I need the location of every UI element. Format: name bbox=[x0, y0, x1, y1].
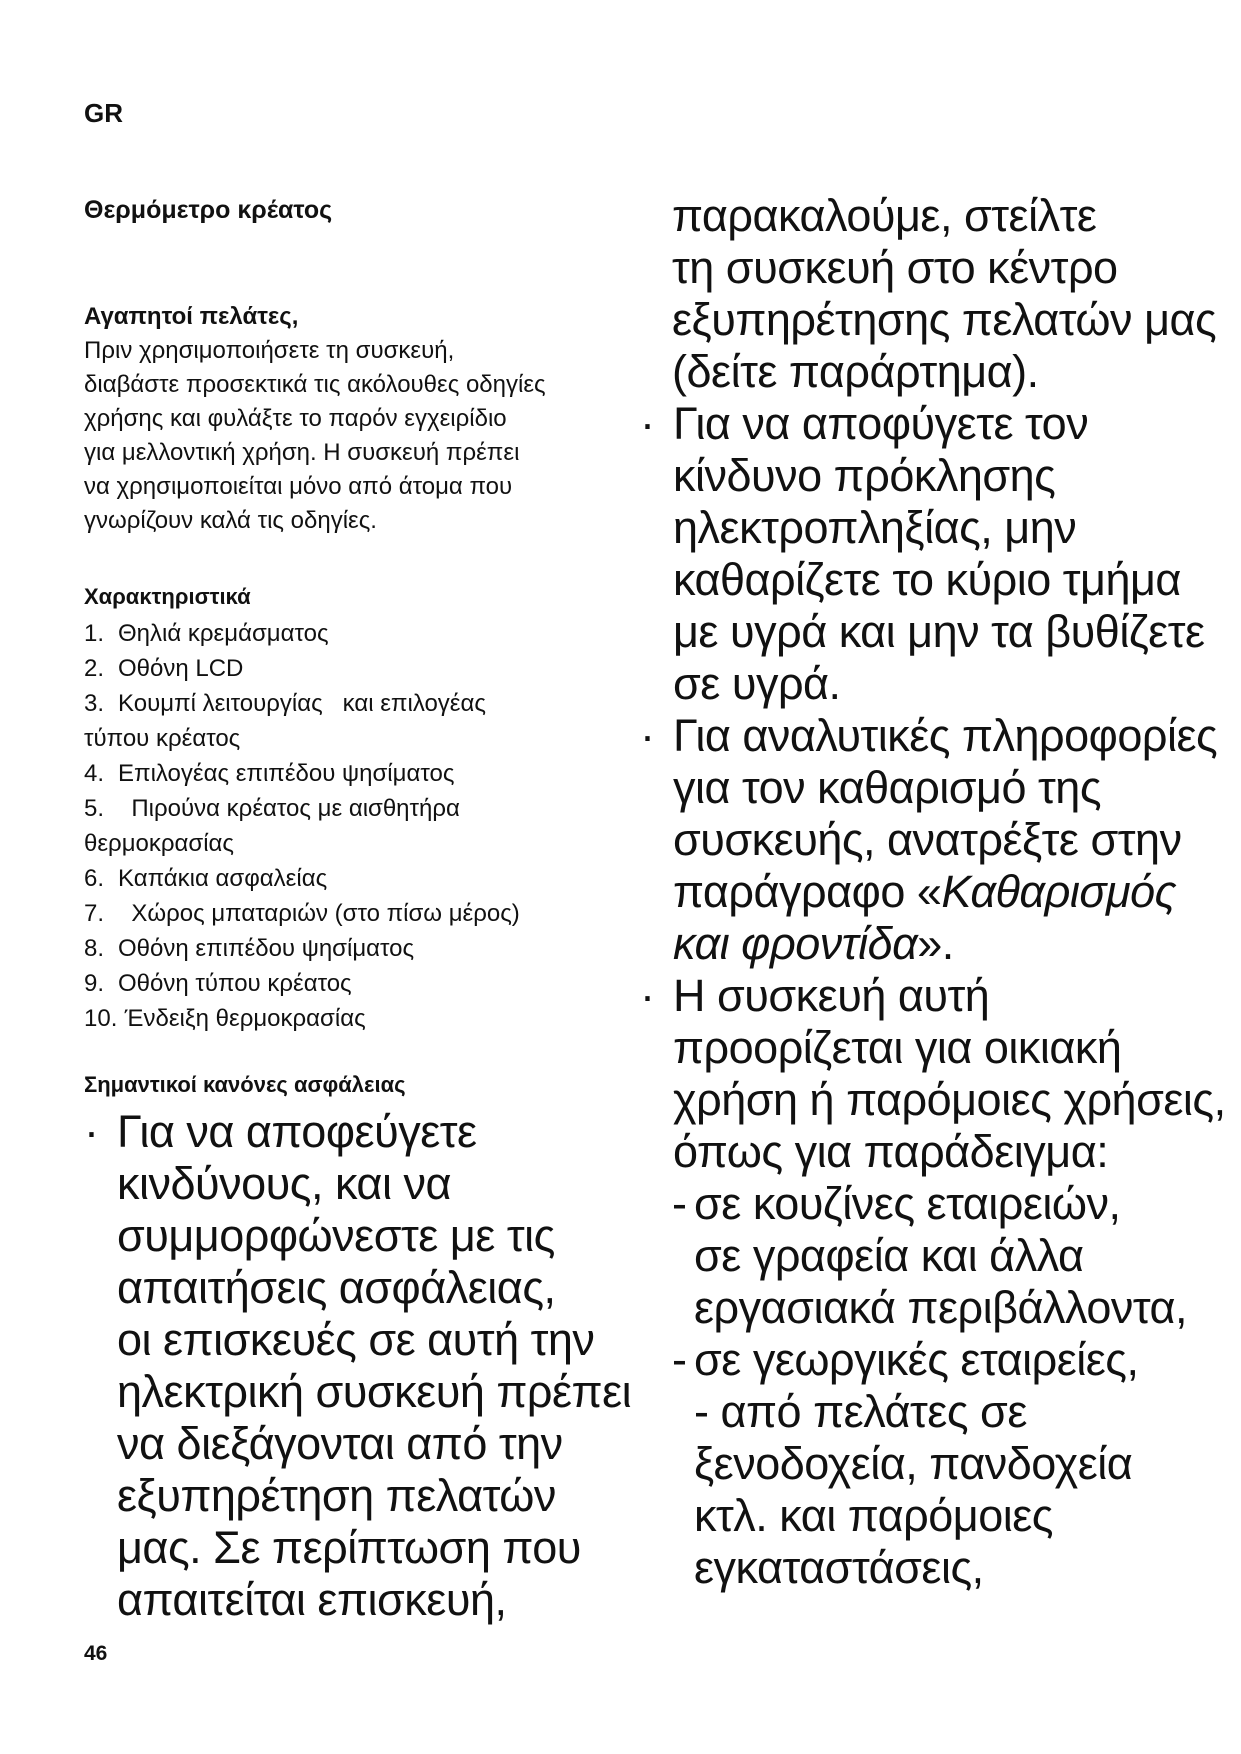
intro-line: χρήσης και φυλάξτε το παρόν εγχειρίδιο bbox=[84, 405, 507, 432]
safety-line: κινδύνους, και να bbox=[117, 1158, 451, 1209]
feature-item bbox=[84, 896, 624, 931]
feature-text: Ένδειξη θερμοκρασίας bbox=[118, 1005, 366, 1032]
feature-number: 1. bbox=[84, 620, 105, 647]
safety-line: σε γραφεία και άλλα bbox=[694, 1230, 1084, 1281]
safety-line: καθαρίζετε το κύριο τμήμα bbox=[673, 554, 1181, 605]
safety-line: εξυπηρέτησης πελατών μας bbox=[672, 294, 1217, 345]
feature-text: Οθόνη LCD bbox=[118, 655, 244, 682]
safety-line: ηλεκτροπληξίας, μην bbox=[673, 502, 1077, 553]
safety-line: απαιτήσεις ασφάλειας, bbox=[117, 1262, 556, 1313]
safety-line: μας. Σε περίπτωση που bbox=[117, 1522, 581, 1573]
safety-line: - από πελάτες σε bbox=[694, 1386, 1027, 1437]
safety-line: Η συσκευή αυτή bbox=[673, 970, 990, 1021]
feature-item bbox=[84, 791, 624, 826]
safety-line: εξυπηρέτηση πελατών bbox=[117, 1470, 556, 1521]
feature-item bbox=[84, 651, 624, 686]
feature-item bbox=[84, 686, 624, 721]
intro-line: για μελλοντική χρήση. Η συσκευή πρέπει bbox=[84, 439, 520, 466]
safety-line: Για να αποφύγετε τον bbox=[673, 398, 1089, 449]
language-code: GR bbox=[84, 98, 123, 128]
intro-line: γνωρίζουν καλά τις οδηγίες. bbox=[84, 507, 377, 534]
intro-line: διαβάστε προσεκτικά τις ακόλουθες οδηγίες bbox=[84, 371, 546, 398]
feature-text: Οθόνη επιπέδου ψησίματος bbox=[118, 935, 415, 962]
bullet-icon: · bbox=[640, 710, 655, 761]
safety-line bbox=[673, 866, 1240, 918]
ref-prefix: παράγραφο « bbox=[673, 866, 942, 917]
feature-text: Κουμπί λειτουργίας και επιλογέας bbox=[118, 690, 486, 717]
feature-number: 6. bbox=[84, 865, 105, 892]
feature-item bbox=[84, 1001, 624, 1036]
safety-line: ηλεκτρική συσκευή πρέπει bbox=[117, 1366, 632, 1417]
safety-line: εργασιακά περιβάλλοντα, bbox=[694, 1282, 1188, 1333]
safety-line: σε κουζίνες εταιρειών, bbox=[694, 1178, 1121, 1229]
intro-greeting: Αγαπητοί πελάτες, bbox=[84, 303, 299, 330]
safety-line: κτλ. και παρόμοιες bbox=[694, 1490, 1053, 1541]
feature-number: 10. bbox=[84, 1005, 118, 1032]
dash-icon: - bbox=[672, 1178, 687, 1229]
feature-number: 8. bbox=[84, 935, 105, 962]
ref-section-title: Καθαρισμός bbox=[941, 866, 1177, 917]
sub-item-offices bbox=[640, 1178, 1240, 1334]
bullet-icon: · bbox=[640, 970, 655, 1021]
feature-item bbox=[84, 931, 624, 966]
bullet-icon: · bbox=[84, 1106, 99, 1157]
safety-bullet-repairs bbox=[84, 1106, 644, 1626]
safety-heading: Σημαντικοί κανόνες ασφάλειας bbox=[84, 1072, 406, 1097]
ref-suffix: ». bbox=[917, 918, 954, 969]
feature-text: Χώρος μπαταριών (στο πίσω μέρος) bbox=[118, 900, 520, 927]
feature-number: 3. bbox=[84, 690, 105, 717]
safety-line: με υγρά και μην τα βυθίζετε bbox=[673, 606, 1205, 657]
safety-line: κίνδυνο πρόκλησης bbox=[673, 450, 1056, 501]
sub-item-hotels bbox=[640, 1386, 1240, 1594]
feature-text: Επιλογέας επιπέδου ψησίματος bbox=[118, 760, 455, 787]
safety-line: τη συσκευή στο κέντρο bbox=[672, 242, 1118, 293]
feature-text: Θηλιά κρεμάσματος bbox=[118, 620, 329, 647]
safety-line: για τον καθαρισμό της bbox=[673, 762, 1102, 813]
feature-number: 2. bbox=[84, 655, 105, 682]
feature-number: 5. bbox=[84, 795, 105, 822]
feature-text: Καπάκια ασφαλείας bbox=[118, 865, 328, 892]
safety-bullet-electric-shock bbox=[640, 398, 1240, 710]
right-column bbox=[640, 190, 1240, 1594]
feature-number: 9. bbox=[84, 970, 105, 997]
features-heading: Χαρακτηριστικά bbox=[84, 584, 251, 609]
safety-line: οι επισκευές σε αυτή την bbox=[117, 1314, 595, 1365]
page-number: 46 bbox=[84, 1642, 108, 1665]
intro-line: να χρησιμοποιείται μόνο από άτομα που bbox=[84, 473, 513, 500]
safety-line: Για αναλυτικές πληροφορίες bbox=[673, 710, 1218, 761]
safety-bullet-cleaning bbox=[640, 710, 1240, 970]
sub-item-farms bbox=[640, 1334, 1240, 1386]
feature-item bbox=[84, 861, 624, 896]
bullet-icon: · bbox=[640, 398, 655, 449]
ref-section-title-cont: και φροντίδα bbox=[673, 918, 918, 969]
feature-item bbox=[84, 616, 624, 651]
safety-line bbox=[673, 918, 1240, 970]
safety-line: Για να αποφεύγετε bbox=[117, 1106, 477, 1157]
feature-number: 7. bbox=[84, 900, 105, 927]
dash-icon: - bbox=[672, 1334, 687, 1385]
safety-line: ξενοδοχεία, πανδοχεία bbox=[694, 1438, 1133, 1489]
feature-item bbox=[84, 966, 624, 1001]
safety-line: χρήση ή παρόμοιες χρήσεις, bbox=[673, 1074, 1226, 1125]
page-title: Θερμόμετρο κρέατος bbox=[84, 196, 333, 224]
feature-text: Πιρούνα κρέατος με αισθητήρα bbox=[118, 795, 460, 822]
safety-line: προορίζεται για οικιακή bbox=[673, 1022, 1122, 1073]
safety-line: (δείτε παράρτημα). bbox=[672, 346, 1039, 397]
safety-line: να διεξάγονται από την bbox=[117, 1418, 563, 1469]
safety-line: παρακαλούμε, στείλτε bbox=[672, 190, 1097, 241]
intro-line: Πριν χρησιμοποιήσετε τη συσκευή, bbox=[84, 337, 455, 364]
feature-item bbox=[84, 756, 624, 791]
features-list bbox=[84, 616, 624, 1036]
feature-continuation: θερμοκρασίας bbox=[84, 830, 234, 857]
safety-continuation bbox=[640, 190, 1240, 398]
safety-bullet-intended-use bbox=[640, 970, 1240, 1178]
intro-section bbox=[84, 300, 624, 538]
feature-number: 4. bbox=[84, 760, 105, 787]
safety-line: συσκευής, ανατρέξτε στην bbox=[673, 814, 1182, 865]
safety-line: εγκαταστάσεις, bbox=[694, 1542, 984, 1593]
feature-text: Οθόνη τύπου κρέατος bbox=[118, 970, 352, 997]
safety-line: συμμορφώνεστε με τις bbox=[117, 1210, 555, 1261]
safety-line: όπως για παράδειγμα: bbox=[673, 1126, 1109, 1177]
safety-line: απαιτείται επισκευή, bbox=[117, 1574, 507, 1625]
feature-continuation: τύπου κρέατος bbox=[84, 725, 241, 752]
safety-line: σε υγρά. bbox=[673, 658, 841, 709]
safety-line: σε γεωργικές εταιρείες, bbox=[694, 1334, 1139, 1385]
